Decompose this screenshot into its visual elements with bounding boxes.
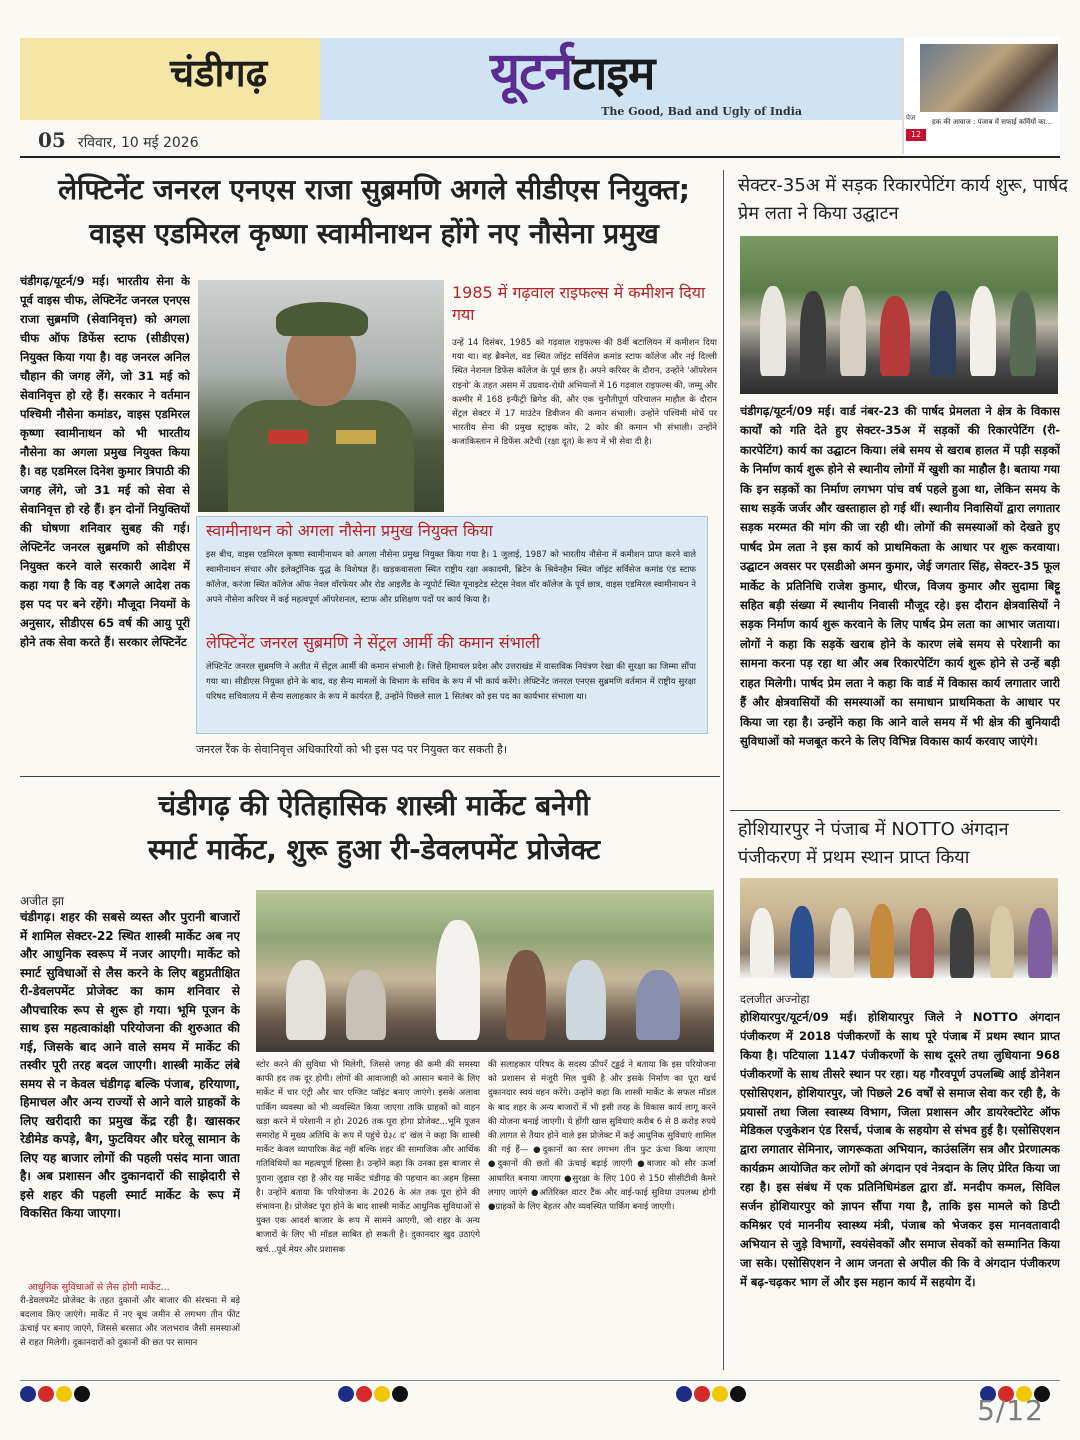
person-shape <box>760 286 786 376</box>
person-shape <box>566 960 606 1040</box>
notto-ceremony-photo <box>740 878 1058 978</box>
story1-central-army-text: लेफ्टिनेंट जनरल सुब्रमणि ने अतीत में सेंट्रल आर्मी की कमान संभाली है। जिसे हिमाचल प्रदेश और उत्तराखंड में वास्तविक नियंत्रण रेखा की सुरक्षा का जिम्मा सौंपा गया था। सीडीएस नियुक्त होने के बाद, वह सैन्य मामलों के विभाग के सचिव के रूप में भी कार्य करेंगे। लेफ्टिनेंट जनरल एनएस सुब्रमणि वर्तमान में राष्ट्रीय सुरक्षा परिषद सचिवालय में सैन्य सलाहकार के रूप में कार्यरत हैं, उन्होंने पिछले साल 1 सितंबर को इस पद का कार्यभार संभाला था। <box>206 662 696 702</box>
dateline <box>38 128 199 152</box>
story2-right-text: की सलाहकार परिषद के सदस्य ऊीपरँ ट्ड्ढर्ढ ने बताया कि इस परियोजना को प्रशासन से मंजूरी मिल चुकी है और इसके निर्माण का पूरा खर्च दुकानदार स्वयं वहन करेंगे। उन्होंने कहा कि शास्त्री मार्केट के सफल मॉडल के बाद शहर के अन्य बाजारों में भी इसी तरह के विकास कार्य लागू करने की योजना बनाई जाएगी। ये होंगी खास सुविधाएं करीब 6 से 8 करोड़ रुपये की लागत से तैयार होने वाले इस प्रोजेक्ट में कई आधुनिक सुविधाएं शामिल की गई हैं— ●दुकानों का स्तर लगभग तीन फुट ऊंचा किया जाएगा ●दुकानों की छतों की ऊंचाई बढ़ाई जाएगी ●बाजार को सौर ऊर्जा आधारित बनाया जाएगा ●सुरक्षा के लिए 100 से 150 सीसीटीवी कैमरे लगाए जाएंगे ●अतिरिक्त वाटर टैंक और वाई-फाई सुविधा उपलब्ध होगी ●ग्राहकों के लिए बेहतर और व्यवस्थित पार्किंग बनाई जाएगी। <box>488 1060 716 1213</box>
story1-commission-text: उन्हें 14 दिसंबर, 1985 को गढ़वाल राइफल्स की 8वीं बटालियन में कमीशन दिया गया था। वह ब्रैक्नेल, वड स्थित जॉइंट सर्विसेज कमांड स्टाफ कॉलेज और नई दिल्ली स्थित नेशनल डिफेंस कॉलेज के पूर्व छात्र हैं। अपने करियर के दौरान, उन्होंने 'ऑपरेशन राइनो' के तहत असम में उग्रवाद-रोधी अभियानों में 16 गढ़वाल राइफल्स की, जम्मू और कश्मीर में 168 इन्फैंट्री ब्रिगेड की, और एक चुनौतीपूर्ण परिचालन माहौल के दौरान सेंट्रल सेक्टर में 17 माउंटेन डिवीजन की कमान संभाली। उन्होंने पश्चिमी मोर्चे पर भारतीय सेना की प्रमुख स्ट्राइक कोर, 2 कोर की कमान भी संभाली। उन्होंने कजाकिस्तान में डिफेंस अटैची (रक्षा दूत) के रूप में भी सेवा दी है। <box>452 338 717 448</box>
brand-logo <box>490 34 654 105</box>
person-shape <box>790 906 814 978</box>
brand-part1: यूटर्न <box>490 42 573 102</box>
teaser-page-number: 12 <box>906 129 926 141</box>
right-section-rule <box>730 810 1060 811</box>
masthead <box>20 38 1060 139</box>
teaser-caption: हक की आवाज : पंजाब में सफाई कर्मियों का... <box>932 118 1053 126</box>
story1-headline <box>24 168 724 256</box>
top-rule <box>20 156 1060 158</box>
person-shape <box>346 970 386 1040</box>
story3-headline: सेक्टर-35अ में सड़क रिकारपेटिंग कार्य शुरू, पार्षद प्रेम लता ने किया उद्घाटन <box>738 175 1068 224</box>
person-shape <box>750 908 774 978</box>
uniform-shape <box>228 400 414 512</box>
yellow-dot-icon <box>712 1386 728 1402</box>
story1-subhead-navy: स्वामीनाथन को अगला नौसेना प्रमुख नियुक्त किया <box>206 521 493 540</box>
person-shape <box>800 291 826 376</box>
story2-left-tail-text: री-डेवलपमेंट प्रोजेक्ट के तहत दुकानों और बाजार की संरचना में बड़े बदलाव किए जाएंगे। मार्केट में नए बूथ जमीन से लगभग तीन फीट ऊंचाई पर बनाए जाएंगे, जिससे बरसात और जलभराव जैसी समस्याओं से राहत मिलेगी। दुकानदारों को दुकानों की छत पर सामान <box>20 1296 240 1348</box>
story4-byline: दलजीत अज्नोहा <box>740 992 810 1006</box>
ribbon-shape-2 <box>336 430 376 444</box>
person-shape <box>910 908 934 978</box>
blue-dot-icon <box>676 1386 692 1402</box>
brand-tagline: The Good, Bad and Ugly of India <box>601 105 802 118</box>
color-marks-left <box>20 1386 92 1404</box>
bottom-rule <box>20 1380 1060 1381</box>
footer-registration-marks <box>20 1386 1060 1404</box>
person-shape <box>286 960 326 1040</box>
story1-headline-line1: लेफ्टिनेंट जनरल एनएस राजा सुब्रमणि अगले सीडीएस नियुक्त; <box>58 173 690 206</box>
story2-byline: अजीत झा <box>20 894 65 908</box>
red-dot-icon <box>694 1386 710 1402</box>
page-number: 05 <box>38 128 66 152</box>
story4-text: होशियारपुर/यूटर्न/09 मई। होशियारपुर जिले ने NOTTO अंगदान पंजीकरण में 2018 पंजीकरणों के साथ पूरे पंजाब में प्रथम स्थान प्राप्त किया है। पटियाला 1147 पंजीकरणों के साथ दूसरे तथा लुधियाना 968 पंजीकरणों के साथ तीसरे स्थान पर रहा। यह गौरवपूर्ण उपलब्धि आई डोनेशन एसोसिएशन, होशियारपुर, जो पिछले 26 वर्षों से समाज सेवा कर रही है, के प्रयासों तथा जिला स्वास्थ्य विभाग, जिला प्रशासन और डायरेक्टोरेट ऑफ मेडिकल एजुकेशन एंड रिसर्च, पंजाब के सहयोग से संभव हुई है। एसोसिएशन द्वारा लगातार सेमिनार, जागरूकता अभियान, काउंसलिंग सत्र और प्रेरणात्मक कार्यक्रम आयोजित कर लोगों को अंगदान एवं नेत्रदान के लिए प्रेरित किया जा रहा है। इस संबंध में एक प्रतिनिधिमंडल द्वारा डॉ. मनदीप कमल, सिविल सर्जन होशियारपुर को ज्ञापन सौंपा गया है, ताकि इस मामले को डिप्टी कमिश्नर एवं माननीय स्वास्थ्य मंत्री, पंजाब को भेजकर इस मानवतावादी अभियान से जुड़े विभागों, स्वयंसेवकों और समाज सेवकों को सम्मानित किया जा सके। एसोसिएशन ने आम जनता से अपील की कि वे अंगदान पंजीकरण में बढ़-चढ़कर भाग लें और इस महान कार्य में सहयोग दें। <box>740 1010 1060 1289</box>
road-inauguration-photo <box>740 236 1058 394</box>
red-dot-icon <box>356 1386 372 1402</box>
person-shape <box>636 970 680 1040</box>
yellow-dot-icon <box>56 1386 72 1402</box>
market-ceremony-photo <box>256 890 714 1052</box>
blue-dot-icon <box>338 1386 354 1402</box>
beret-shape <box>276 302 368 336</box>
issue-date: रविवार, 10 मई 2026 <box>77 135 199 151</box>
story1-tail-text: जनरल रैंक के सेवानिवृत्त अधिकारियों को भी इस पद पर नियुक्त कर सकती है। <box>196 743 508 756</box>
person-shape <box>1028 908 1052 978</box>
page-indicator: 5/12 <box>977 1394 1044 1427</box>
brand-part2: टाइम <box>572 46 655 100</box>
story1-subhead-commission: 1985 में गढ़वाल राइफल्स में कमीशन दिया गया <box>452 283 706 324</box>
story2-headline-line1: चंडीगढ़ की ऐतिहासिक शास्त्री मार्केट बनेगी <box>158 789 590 822</box>
person-shape <box>870 904 894 978</box>
story1-lead-text: चंडीगढ़/यूटर्न/9 मई। भारतीय सेना के पूर्व वाइस चीफ, लेफ्टिनेंट जनरल एनएस राजा सुब्रमणि (सेवानिवृत्त) को अगला चीफ ऑफ डिफेंस स्टाफ (सीडीएस) नियुक्त किया गया है। वह जनरल अनिल चौहान की जगह लेंगे, जो 31 मई को सेवानिवृत्त हो रहे हैं। सरकार ने वर्तमान पश्चिमी नौसेना कमांडर, वाइस एडमिरल कृष्णा स्वामीनाथन को भी भारतीय नौसेना का अगला प्रमुख नियुक्त किया है। वह एडमिरल दिनेश कुमार त्रिपाठी की जगह लेंगे, जो 31 मई को सेवा से सेवानिवृत्त हो रहे हैं। इन दोनों नियुक्तियों की घोषणा शनिवार सुबह की गई। लेफ्टिनेंट जनरल सुब्रमणि को सीडीएस नियुक्त करने वाले सरकारी आदेश में कहा गया है कि वह ₹अगले आदेश तक इस पद पर बने रहेंगे। मौजूदा नियमों के अनुसार, सीडीएस 65 वर्ष की आयु पूरी होने तक सेवा करते हैं। सरकार लेफ्टिनेंट <box>20 274 190 649</box>
page-teaser[interactable] <box>902 38 1060 154</box>
city-band <box>20 38 320 120</box>
general-portrait-photo <box>198 280 444 512</box>
ribbon-shape <box>268 430 308 444</box>
person-shape <box>970 286 996 376</box>
color-marks-right <box>676 1386 748 1404</box>
person-shape <box>950 908 974 978</box>
red-dot-icon <box>38 1386 54 1402</box>
blue-dot-icon <box>20 1386 36 1402</box>
black-dot-icon <box>730 1386 746 1402</box>
column-divider <box>723 170 724 1370</box>
person-shape <box>830 908 854 978</box>
story4-headline: होशियारपुर ने पंजाब में NOTTO अंगदान पंजीकरण में प्रथम स्थान प्राप्त किया <box>738 819 1009 868</box>
story2-middle-text: स्टोर करने की सुविधा भी मिलेगी, जिससे जगह की कमी की समस्या काफी हद तक दूर होगी। लोगों की आवाजाही को आसान बनाने के लिए मार्केट में चार एंट्री और चार एग्जिट प्वॉइंट बनाए जाएंगे। इसके अलावा पार्किंग व्यवस्था को भी व्यवस्थित किया जाएगा ताकि ग्राहकों को वाहन खड़ा करने में परेशानी न हो। 2026 तक पूरा होगा प्रोजेक्ट...भूमि पूजन समारोह में मुख्य अतिथि के रूप में पहुंचे ग्रे३८ द' खंल ने कहा कि शास्त्री मार्केट केवल व्यापारिक केंद्र नहीं बल्कि शहर की सामाजिक और आर्थिक गतिविधियों का महत्वपूर्ण हिस्सा है। उन्होंने कहा कि उनका इस बाजार से पुराना जुड़ाव रहा है और यह मार्केट चंडीगढ़ की पहचान का अहम हिस्सा है। उन्होंने बताया कि परियोजना के 2026 के अंत तक पूरा होने की संभावना है। प्रोजेक्ट पूरा होने के बाद शास्त्री मार्केट आधुनिक सुविधाओं से युक्त एक आदर्श बाजार के रूप में सामने आएगी, जो शहर के अन्य बाजारों के लिए भी मॉडल साबित हो सकती है। दुकानदार खुद उठाएंगे खर्च...पूर्व मेयर और प्रशासक <box>256 1060 480 1255</box>
story1-navy-text: इस बीच, वाइस एडमिरल कृष्णा स्वामीनाथन को अगला नौसेना प्रमुख नियुक्त किया गया है। 1 जुलाई, 1987 को भारतीय नौसेना में कमीशन प्राप्त करने वाले स्वामीनाथन संचार और इलेक्ट्रॉनिक युद्ध के विशेषज्ञ हैं। खड़कवासला स्थित राष्ट्रीय रक्षा अकादमी, ब्रिटेन के श्रिवेनहैम स्थित जॉइंट सर्विसेज कमांड एंड स्टाफ कॉलेज, करंजा स्थित कॉलेज ऑफ नेवल वॉरफेयर और रोड आइलैंड के न्यूपोर्ट स्थित यूनाइटेड स्टेट्स नेवल वॉर कॉलेज के पूर्व छात्र, वाइस एडमिरल स्वामीनाथन ने अपने नौसेना करियर में कई महत्वपूर्ण ऑपरेशनल, स्टाफ और प्रशिक्षण पदों पर कार्य किया है। <box>206 550 696 605</box>
person-shape <box>1010 291 1036 376</box>
person-shape <box>880 296 910 376</box>
story1-subhead-central-army: लेफ्टिनेंट जनरल सुब्रमणि ने सेंट्रल आर्मी की कमान संभाली <box>206 633 541 652</box>
story2-headline <box>24 784 724 872</box>
black-dot-icon <box>74 1386 90 1402</box>
person-shape <box>436 920 480 1040</box>
story1-headline-line2: वाइस एडमिरल कृष्णा स्वामीनाथन होंगे नए नौसेना प्रमुख <box>89 217 659 250</box>
color-marks-center <box>338 1386 410 1404</box>
story2-subhead-facilities: आधुनिक सुविधाओं से लैस होगी मार्केट... <box>28 1282 170 1293</box>
story3-text: चंडीगढ़/यूटर्न/09 मई। वार्ड नंबर-23 की पार्षद प्रेमलता ने क्षेत्र के विकास कार्यों को गति देते हुए सेक्टर-35अ में सड़कों की रिकारपेटिंग (री-कारपेटिंग) कार्य का उद्घाटन किया। लंबे समय से खराब हालत में पड़ी सड़कों के निर्माण कार्य शुरू होने से स्थानीय लोगों में खुशी का माहौल है। बताया गया कि इन सड़कों का निर्माण लगभग पांच वर्ष पहले हुआ था, लेकिन समय के साथ सड़कें जर्जर और खस्ताहाल हो गई थीं। स्थानीय निवासियों द्वारा लगातार सड़क मरम्मत की मांग की जा रही थी। लोगों की समस्याओं को देखते हुए पार्षद प्रेम लता ने इस कार्य को प्राथमिकता के आधार पर शुरू करवाया। उद्घाटन अवसर पर एसडीओ अमन कुमार, जेई जगतार सिंह, सेक्टर-35 फूल मार्केट के प्रतिनिधि राजेश कुमार, धीरज, विजय कुमार और सुदामा बिट्टू सहित बड़ी संख्या में स्थानीय निवासी मौजूद रहे। इस दौरान क्षेत्रवासियों ने सड़क निर्माण कार्य शुरू करवाने के लिए पार्षद प्रेम लता का आभार जताया। लोगों ने कहा कि सड़कें खराब होने के कारण लंबे समय से परेशानी का सामना करना पड़ रहा था और अब रिकारपेटिंग कार्य शुरू होने से उन्हें बड़ी राहत मिलेगी। पार्षद प्रेम लता ने कहा कि वार्ड में विकास कार्य लगातार जारी हैं और क्षेत्रवासियों की समस्याओं का समाधान प्राथमिकता के आधार पर किया जा रहा है। उन्होंने कहा कि आने वाले समय में भी क्षेत्र की बुनियादी सुविधाओं को मजबूत करने के लिए विभिन्न विकास कार्य करवाए जाएंगे। <box>740 404 1060 748</box>
black-dot-icon <box>392 1386 408 1402</box>
person-shape <box>990 906 1014 978</box>
person-shape <box>506 950 546 1040</box>
yellow-dot-icon <box>374 1386 390 1402</box>
city-name: चंडीगढ़ <box>170 51 268 95</box>
person-shape <box>840 286 866 376</box>
teaser-photo <box>920 44 1058 112</box>
section-rule <box>20 776 720 777</box>
story2-lead-text: चंडीगढ़। शहर की सबसे व्यस्त और पुरानी बाजारों में शामिल सेक्टर-22 स्थित शास्त्री मार्केट अब नए और आधुनिक स्वरूप में नजर आएगी। मार्केट को स्मार्ट सुविधाओं से लैस करने के लिए बहुप्रतीक्षित री-डेवलपमेंट प्रोजेक्ट का काम शनिवार से औपचारिक रूप से शुरू हो गया। भूमि पूजन के साथ इस महत्वाकांक्षी परियोजना की शुरुआत की गई, जिसके बाद आने वाले समय में मार्केट की तस्वीर पूरी तरह बदल जाएगी। शास्त्री मार्केट लंबे समय से न केवल चंडीगढ़ बल्कि पंजाब, हरियाणा, हिमाचल और अन्य राज्यों से आने वाले ग्राहकों के लिए खरीदारी का प्रमुख केंद्र रही है। खासकर रेडीमेड कपड़े, बैग, फुटवियर और घरेलू सामान के लिए यह बाजार लोगों की पहली पसंद माना जाता है। अब प्रशासन और दुकानदारों की साझेदारी से इसे शहर की पहली स्मार्ट मार्केट के रूप में विकसित किया जाएगा। <box>20 910 240 1220</box>
brand-band <box>320 38 902 120</box>
teaser-label: पेज <box>906 114 916 122</box>
story2-headline-line2: स्मार्ट मार्केट, शुरू हुआ री-डेवलपमेंट प्रोजेक्ट <box>147 833 601 866</box>
person-shape <box>930 291 956 376</box>
